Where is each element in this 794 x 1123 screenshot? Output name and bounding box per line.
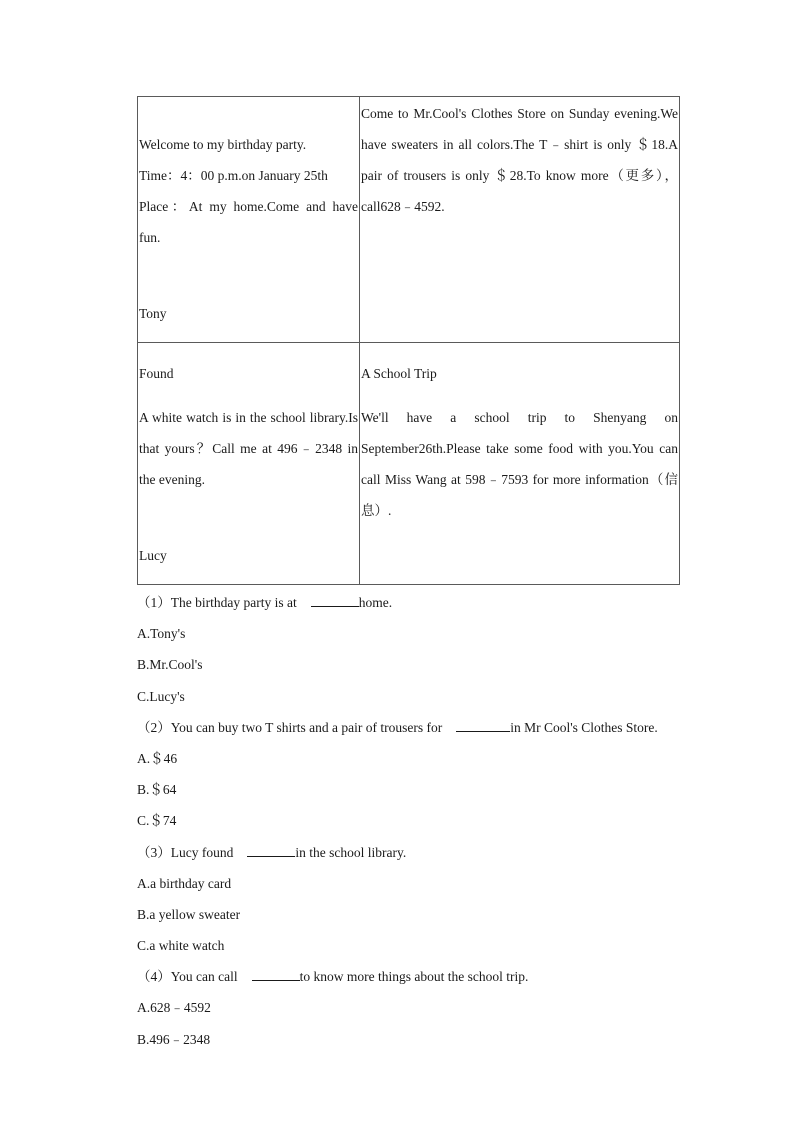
question-3-blank[interactable]	[247, 842, 295, 857]
birthday-notice	[138, 97, 360, 343]
question-3-suffix: in the school library.	[295, 844, 407, 860]
question-3-option-a[interactable]: A.a birthday card	[137, 875, 232, 891]
birthday-line-1: Welcome to my birthday party.	[139, 137, 307, 152]
question-3-option-c[interactable]: C.a white watch	[137, 938, 225, 954]
question-4-suffix: to know more things about the school trip.	[299, 969, 529, 985]
school-trip-heading: A School Trip	[361, 365, 437, 381]
notices-table	[137, 96, 680, 585]
question-2-prefix: （2）You can buy two T shirts and a pair of trousers for	[137, 719, 443, 735]
question-4-option-b[interactable]: B.496﹣2348	[137, 1031, 211, 1047]
question-2	[137, 712, 675, 743]
question-1-option-c[interactable]: C.Lucy's	[137, 688, 185, 704]
store-text: Come to Mr.Cool's Clothes Store on Sunday evening.We have sweaters in all colors.The T﹣shirt is only ＄18.A pair of trousers is only ＄28.To know more（更多），call628﹣4592.	[361, 106, 678, 214]
question-2-blank[interactable]	[456, 717, 510, 732]
question-1	[137, 587, 675, 618]
question-3	[137, 837, 675, 868]
question-2-option-a[interactable]: A.＄46	[137, 750, 178, 766]
school-trip-notice	[360, 343, 680, 585]
question-2-option-c[interactable]: C.＄74	[137, 813, 177, 829]
question-4-blank[interactable]	[252, 966, 300, 981]
question-1-option-a[interactable]: A.Tony's	[137, 626, 186, 642]
question-3-option-b[interactable]: B.a yellow sweater	[137, 906, 241, 922]
found-notice	[138, 343, 360, 585]
questions-section	[137, 587, 675, 1055]
question-4-option-a[interactable]: A.628﹣4592	[137, 1000, 211, 1016]
question-1-prefix: （1）The birthday party is at	[137, 595, 297, 610]
question-1-option-b[interactable]: B.Mr.Cool's	[137, 657, 203, 673]
birthday-signature: Tony	[139, 305, 167, 321]
found-signature: Lucy	[139, 547, 167, 563]
store-notice	[360, 97, 680, 343]
question-2-suffix: in Mr Cool's Clothes Store.	[510, 719, 658, 735]
question-1-blank[interactable]	[311, 592, 359, 607]
found-text: A white watch is in the school library.Is that yours？Call me at 496﹣2348 in the evening.	[139, 410, 358, 487]
question-1-suffix: home.	[358, 595, 393, 610]
question-3-prefix: （3）Lucy found	[137, 844, 234, 860]
question-2-option-b[interactable]: B.＄64	[137, 782, 177, 798]
worksheet-page	[137, 96, 678, 1055]
birthday-line-3: Place：At my home.Come and have fun.	[139, 199, 358, 245]
question-4	[137, 961, 675, 992]
question-4-prefix: （4）You can call	[137, 969, 238, 985]
found-heading: Found	[139, 365, 174, 381]
birthday-line-2: Time：4：00 p.m.on January 25th	[139, 168, 328, 183]
school-trip-text: We'll have a school trip to Shenyang on September26th.Please take some food with you.You can call Miss Wang at 598﹣7593 for more information（信息）.	[361, 410, 678, 518]
